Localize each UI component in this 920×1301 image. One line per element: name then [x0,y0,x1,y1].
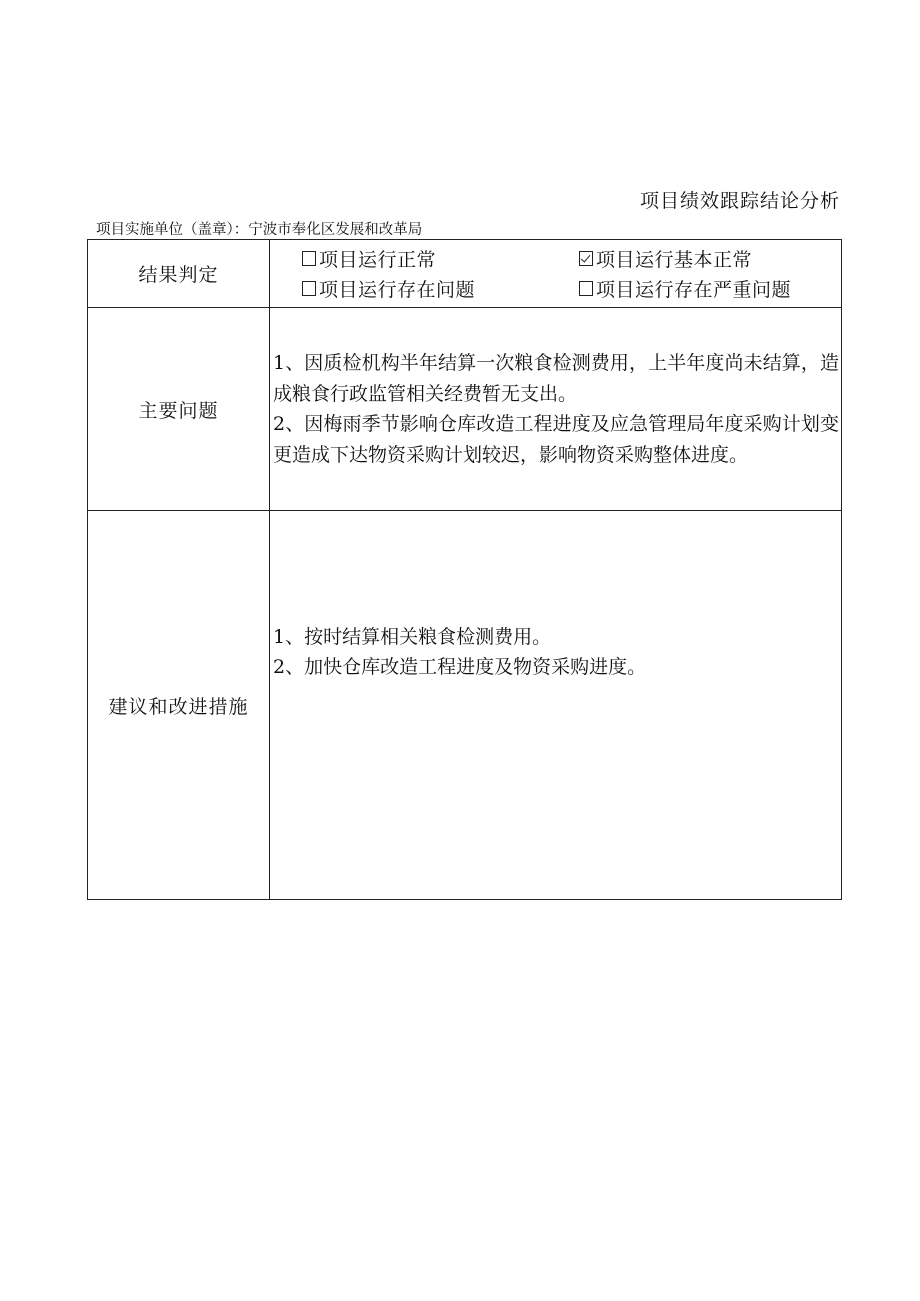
problem-item: 2、因梅雨季节影响仓库改造工程进度及应急管理局年度采购计划变更造成下达物资采购计划较迟，影响物资采购整体进度。 [273,413,839,466]
problems-cell [270,308,842,511]
option-label: 项目运行正常 [319,249,437,271]
checked-box-icon[interactable] [579,251,593,266]
result-row [88,240,842,308]
checkbox-icon[interactable] [579,281,593,296]
result-label: 结果判定 [88,240,270,308]
checkbox-icon[interactable] [302,281,316,296]
checkbox-icon[interactable] [302,251,316,266]
option-label: 项目运行基本正常 [596,249,753,271]
suggestion-item: 1、按时结算相关粮食检测费用。 [273,625,552,648]
performance-table [87,239,842,900]
option-label: 项目运行存在严重问题 [596,279,792,301]
problems-content [270,348,841,470]
document-title: 项目绩效跟踪结论分析 [639,190,840,212]
result-options [270,245,841,302]
problems-row [88,308,842,511]
suggestions-content [270,622,841,683]
suggestions-cell [270,511,842,900]
option-basically-normal[interactable] [579,245,849,272]
suggestion-item: 2、加快仓库改造工程进度及物资采购进度。 [273,656,647,678]
option-normal[interactable] [302,245,579,272]
option-serious-problems[interactable] [579,275,849,302]
implementing-unit-line: 项目实施单位（盖章）：宁波市奉化区发展和改革局 [96,222,423,238]
suggestions-label: 建议和改进措施 [88,511,270,900]
problem-item: 1、因质检机构半年结算一次粮食检测费用，上半年度尚未结算，造成粮食行政监管相关经费暂无支出。 [273,352,839,405]
result-options-cell [270,240,842,308]
option-has-problems[interactable] [302,275,579,302]
suggestions-row [88,511,842,900]
problems-label: 主要问题 [88,308,270,511]
option-label: 项目运行存在问题 [319,279,476,301]
